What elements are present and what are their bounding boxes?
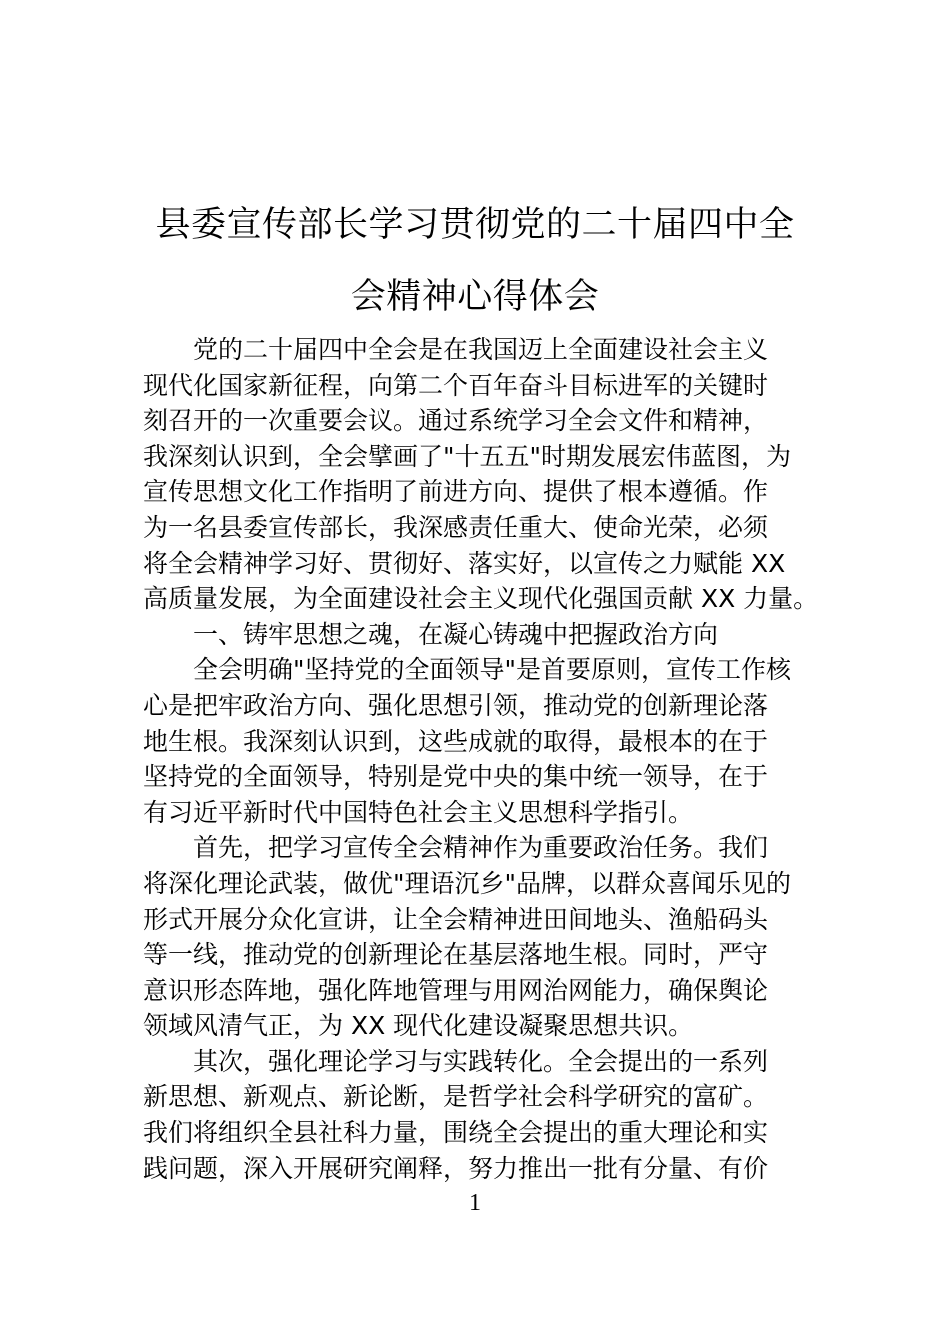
paragraph-line: 等一线，推动党的创新理论在基层落地生根。同时，严守 <box>143 940 769 970</box>
section-heading-line: 一、铸牢思想之魂，在凝心铸魂中把握政治方向 <box>193 619 719 649</box>
intro-paragraph <box>143 332 819 617</box>
paragraph-line: 全会明确"坚持党的全面领导"是首要原则，宣传工作核 <box>193 655 792 685</box>
paragraph-line: 首先，把学习宣传全会精神作为重要政治任务。我们 <box>193 833 769 863</box>
paragraph-line: 将深化理论武装，做优"理语沉乡"品牌，以群众喜闻乐见的 <box>143 868 792 898</box>
paragraph-line: 宣传思想文化工作指明了前进方向、提供了根本遵循。作 <box>143 477 769 507</box>
paragraph-line: 刻召开的一次重要会议。通过系统学习全会文件和精神， <box>143 406 769 436</box>
paragraph-line: 现代化国家新征程，向第二个百年奋斗目标进军的关键时 <box>143 370 769 400</box>
paragraph-line: 新思想、新观点、新论断，是哲学社会科学研究的富矿。 <box>143 1082 769 1112</box>
section-heading <box>143 617 813 653</box>
paragraph-line: 党的二十届四中全会是在我国迈上全面建设社会主义 <box>193 335 769 364</box>
paragraph-line: 践问题，深入开展研究阐释，努力推出一批有分量、有价 <box>143 1153 769 1183</box>
paragraph-line: 我们将组织全县社科力量，围绕全会提出的重大理论和实 <box>143 1118 769 1148</box>
paragraph-line: 领域风清气正，为 XX 现代化建设凝聚思想共识。 <box>143 1011 694 1041</box>
title-line: 会精神心得体会 <box>350 277 600 318</box>
paragraph-line: 有习近平新时代中国特色社会主义思想科学指引。 <box>143 797 694 827</box>
body-paragraph <box>143 1044 813 1186</box>
document-title <box>140 189 810 333</box>
paragraph-line: 心是把牢政治方向、强化思想引领，推动党的创新理论落 <box>143 690 769 720</box>
paragraph-line: 高质量发展，为全面建设社会主义现代化强国贡献 XX 力量。 <box>143 584 819 614</box>
title-line: 县委宣传部长学习贯彻党的二十届四中全 <box>155 205 795 246</box>
document-body <box>143 332 819 1186</box>
body-paragraph <box>143 652 813 830</box>
body-paragraph <box>143 830 813 1044</box>
paragraph-line: 其次，强化理论学习与实践转化。全会提出的一系列 <box>193 1046 769 1076</box>
paragraph-line: 将全会精神学习好、贯彻好、落实好，以宣传之力赋能 XX <box>143 548 786 578</box>
paragraph-line: 为一名县委宣传部长，我深感责任重大、使命光荣，必须 <box>143 512 769 542</box>
paragraph-line: 意识形态阵地，强化阵地管理与用网治网能力，确保舆论 <box>143 975 769 1005</box>
page-number: 1 <box>469 1190 481 1216</box>
paragraph-line: 形式开展分众化宣讲，让全会精神进田间地头、渔船码头 <box>143 904 769 934</box>
paragraph-line: 坚持党的全面领导，特别是党中央的集中统一领导，在于 <box>143 762 769 792</box>
paragraph-line: 我深刻认识到，全会擘画了"十五五"时期发展宏伟蓝图，为 <box>143 441 792 471</box>
paragraph-line: 地生根。我深刻认识到，这些成就的取得，最根本的在于 <box>143 726 769 756</box>
